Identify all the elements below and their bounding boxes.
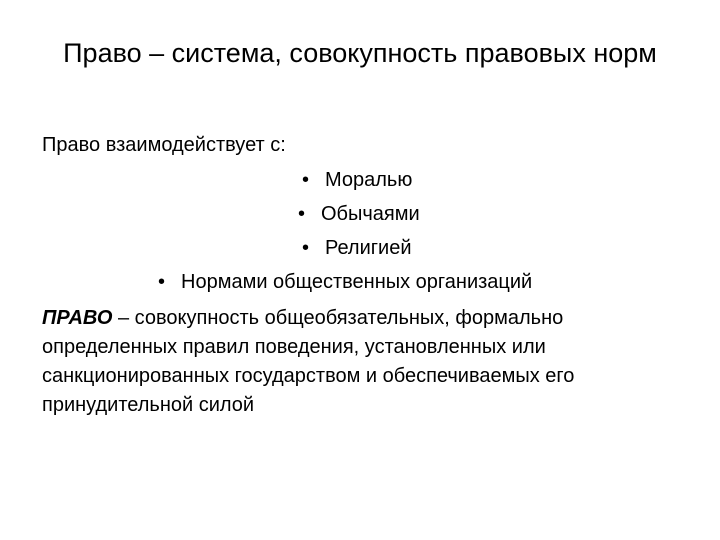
bullet-list <box>0 166 720 302</box>
bullet-dot-icon: • <box>302 169 310 191</box>
bullet-text: Нормами общественных организаций <box>181 271 533 293</box>
bullet-dot-icon: • <box>298 203 306 225</box>
bullet-text: Религией <box>325 237 412 259</box>
bullet-text: Обычаями <box>321 203 420 225</box>
slide-title: Право – система, совокупность правовых норм <box>63 38 657 68</box>
definition-paragraph <box>42 304 672 420</box>
bullet-dot-icon: • <box>158 271 166 293</box>
bullet-item <box>0 166 720 200</box>
bullet-item <box>0 268 720 302</box>
definition-term: ПРАВО <box>42 307 113 329</box>
bullet-item <box>0 234 720 268</box>
bullet-item <box>0 200 720 234</box>
definition-text: – совокупность общеобязательных, формально определенных правил поведения, установленных или санкционированных государством и обеспечиваемых его принудительной силой <box>42 307 575 416</box>
intro-text: Право взаимодействует с: <box>42 134 286 156</box>
bullet-text: Моралью <box>325 169 413 191</box>
bullet-dot-icon: • <box>302 237 310 259</box>
